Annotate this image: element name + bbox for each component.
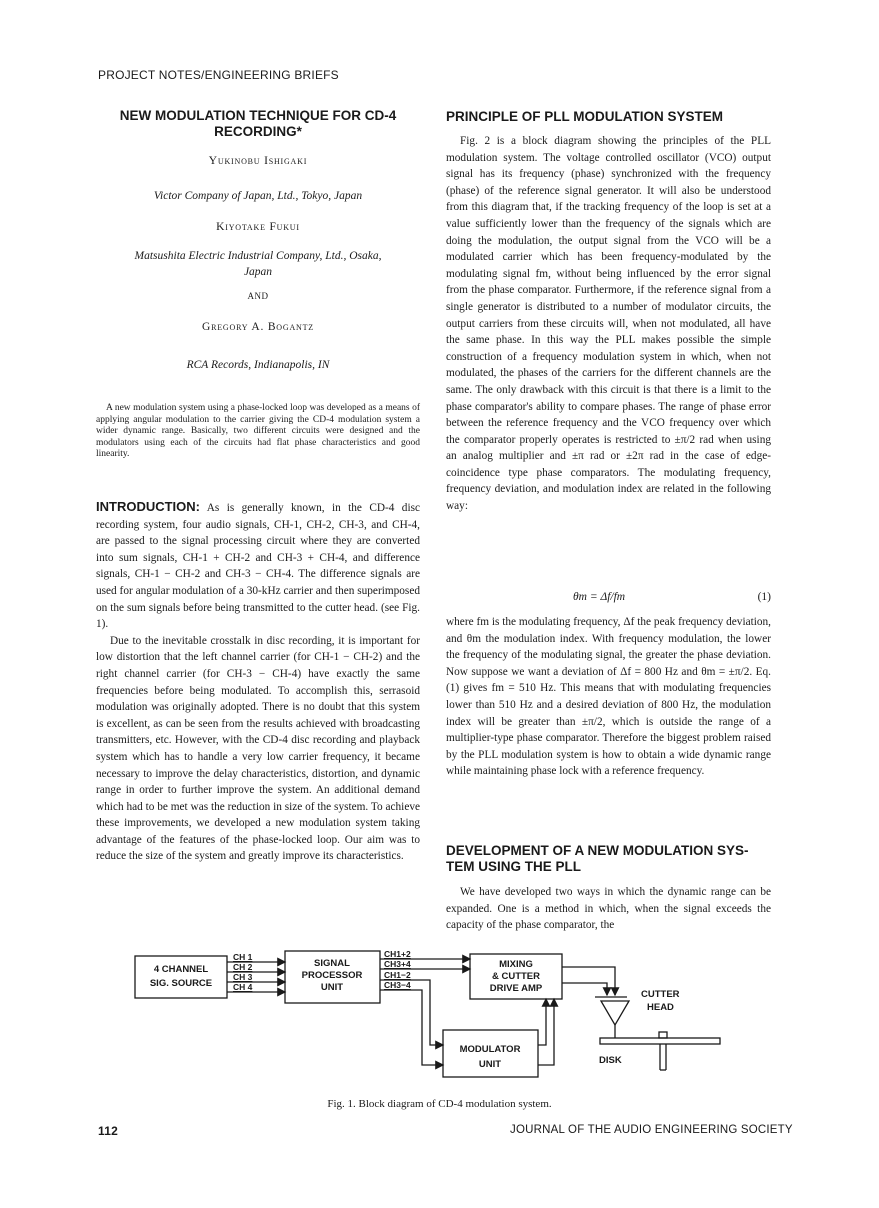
introduction-paragraph-2: Due to the inevitable crosstalk in disc recording, it is important for low distortion that the left channel carrier (for CH-1 − CH-2) and the right channel carrier (for CH-3 − CH-4) have exactly the same frequencies before being modulated. To accomplish this, serrasoid modulation was originally adopted. There is no doubt that this system is excellent, as can be seen from the results achieved with broadcasting transmitters, etc. However, with the CD-4 disc recording and playback system which has to handle a very low carrier frequency, it became necessary to improve the delay characteristics, distortion, and dynamic range in order to further improve the system. An additional demand which had to be met was the reduction in size of the system. To achieve these improvements, we developed a new modulation system taking advantage of the features of the phase-locked loop. Our aim was to reduce the size of the system and greatly improve its characteristics. — [96, 634, 420, 863]
processor-label-1: SIGNAL — [314, 958, 350, 969]
introduction-paragraph-1 — [96, 499, 420, 633]
mixing-label-1: MIXING — [499, 959, 533, 970]
journal-name: JOURNAL OF THE AUDIO ENGINEERING SOCIETY — [510, 1124, 793, 1136]
development-paragraph-1 — [446, 884, 771, 934]
introduction-p1-text: As is generally known, in the CD-4 disc recording system, four audio signals, CH-1, CH-2, CH-3, and CH-4, are passed to the signal processing circuit where they are converted into sum signals, CH-1 + CH-2 and CH-3 + CH-4, and difference signals, CH-1 − CH-2 and CH-3 − CH-4. The difference signals are used for angular modulation of a 30-kHz carrier and then superimposed on the sum signals before being transmitted to the cutter head. (see Fig. 1). — [96, 502, 420, 631]
title-line-1: NEW MODULATION TECHNIQUE FOR CD-4 — [119, 108, 397, 123]
development-heading-line-1: DEVELOPMENT OF A NEW MODULATION SYS- — [446, 843, 749, 858]
equation-text: θm = Δf/fm — [573, 591, 626, 603]
introduction-section — [96, 499, 420, 865]
output-label-sum12: CH1+2 — [384, 949, 411, 959]
author-2-name: Kiyotake Fukui — [216, 221, 300, 233]
mixing-label-2: & CUTTER — [491, 971, 541, 982]
processor-label-2: PROCESSOR — [301, 970, 363, 981]
input-label-ch4: CH 4 — [233, 982, 253, 992]
introduction-heading: INTRODUCTION: — [96, 499, 200, 514]
processor-label-3: UNIT — [320, 982, 344, 993]
input-label-ch2: CH 2 — [233, 962, 253, 972]
figure-1-block-diagram — [125, 945, 725, 1085]
abstract-text: A new modulation system using a phase-locked loop was developed as a means of applying angular modulation to the carrier giving the CD-4 modulation system a wider dynamic range. Basically, two different circuits were designed and the modulators using each of the circuits had flat phase characteristics and good linearity. — [96, 403, 420, 460]
equation-number: (1) — [757, 591, 771, 603]
principle-p2-text: where fm is the modulating frequency, Δf the peak frequency deviation, and θm the modulation index. With frequency modulation, the lower the frequency of the modulating signal, the greater the phase deviation. Now suppose we want a deviation of Δf = 800 Hz and θm = ±π/2. Eq. (1) gives fm = 510 Hz. This means that with modulating frequencies lower than 510 Hz and a desired deviation of 800 Hz, the modulation index will be greater than ±π/2, which is outside the range of a multiplier-type phase comparator. Therefore the biggest problem raised by the PLL modulation system is how to obtain a wide dynamic range while maintaining phase lock with a reference frequency. — [446, 616, 771, 778]
modulator-label-1: MODULATOR — [459, 1044, 521, 1055]
page-number: 112 — [98, 1124, 118, 1138]
principle-paragraph-2 — [446, 614, 771, 780]
development-p1-text: We have developed two ways in which the dynamic range can be expanded. One is a method in which, when the signal exceeds the capacity of the phase comparator, the — [446, 886, 771, 932]
source-label-2: SIG. SOURCE — [149, 978, 213, 989]
cutter-head-label-2: HEAD — [647, 1002, 674, 1013]
output-label-sum34: CH3+4 — [384, 959, 411, 969]
author-3-affiliation: RCA Records, Indianapolis, IN — [186, 359, 330, 371]
author-2-affiliation — [96, 248, 420, 280]
input-label-ch3: CH 3 — [233, 972, 253, 982]
title-line-2: RECORDING* — [214, 124, 302, 139]
author-2-affiliation-line-1: Matsushita Electric Industrial Company, Ltd., Osaka, — [134, 250, 382, 262]
running-head: PROJECT NOTES/ENGINEERING BRIEFS — [98, 68, 339, 82]
author-3-name: Gregory A. Bogantz — [201, 321, 314, 333]
signal-source-box — [135, 956, 227, 998]
mixing-label-3: DRIVE AMP — [489, 983, 543, 994]
source-label-1: 4 CHANNEL — [153, 964, 209, 975]
article-title — [96, 108, 420, 140]
input-label-ch1: CH 1 — [233, 952, 253, 962]
and-separator: AND — [247, 291, 269, 301]
principle-p1-text: Fig. 2 is a block diagram showing the principles of the PLL modulation system. The voltage controlled oscillator (VCO) output signal has its frequency (phase) synchronized with the frequency (phase) of the reference signal generator. It will also be understood from this diagram that, if the tracking frequency of the loop is set at a value sufficiently lower than the frequency of the signals which are doing the modulation, the output signal from the VCO will be a modulated carrier which has been frequency-modulated by the modulating signal fm, without being influenced by the error signal from the phase comparator. Furthermore, if the reference signal from a single generator is distributed to a number of modulator circuits, the output carriers from these circuits will, when not modulated, all have the same phase. In this way the PLL makes possible the simple construction of a frequency modulation system in which, when not modulated, the phases of the carriers for the different channels are the same. The only drawback with this circuit is that there is a limit to the phase comparator's ability to compare phases. The range of phase error between the reference frequency and the VCO frequency over which the comparator properly operates is restricted to ±π/2 rad when using an analog multiplier and ±π rad or ±2π rad in the case of edge-coincidence type phase comparators. The modulating frequency, frequency deviation, and modulation index are related in the following way: — [446, 135, 771, 513]
author-2-affiliation-line-2: Japan — [243, 266, 273, 278]
figure-1-caption: Fig. 1. Block diagram of CD-4 modulation system. — [327, 1098, 552, 1110]
author-1-name: Yukinobu Ishigaki — [208, 155, 308, 167]
development-heading — [446, 843, 771, 875]
principle-heading: PRINCIPLE OF PLL MODULATION SYSTEM — [446, 109, 724, 124]
output-label-diff12: CH1−2 — [384, 970, 411, 980]
equation-1 — [446, 591, 771, 609]
development-heading-line-2: TEM USING THE PLL — [446, 859, 581, 874]
output-label-diff34: CH3−4 — [384, 980, 411, 990]
principle-paragraph-1 — [446, 133, 771, 515]
cutter-head-label-1: CUTTER — [641, 989, 680, 1000]
author-1-affiliation: Victor Company of Japan, Ltd., Tokyo, Japan — [153, 190, 363, 202]
abstract — [96, 403, 420, 461]
modulator-label-2: UNIT — [478, 1059, 502, 1070]
disk-label: DISK — [599, 1055, 622, 1066]
